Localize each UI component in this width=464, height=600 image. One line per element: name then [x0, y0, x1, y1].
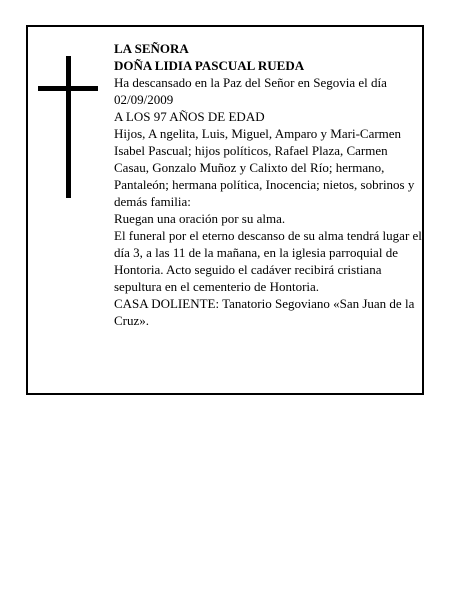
family-list: Hijos, A ngelita, Luis, Miguel, Amparo y Mari-Carmen Isabel Pascual; hijos políticos, Rafael Plaza, Carmen Casau, Gonzalo Muñoz y Calixto del Río; hermano, Pantaleón; hermana política, Inocencia; nietos, sobrinos y demás familia: [114, 126, 415, 209]
rest-statement: Ha descansado en la Paz del Señor en Segovia el día 02/09/2009 [114, 75, 387, 107]
prayer-request: Ruegan una oración por su alma. [114, 211, 286, 226]
funeral-details: El funeral por el eterno descanso de su alma tendrá lugar el día 3, a las 11 de la mañana, en la iglesia parroquial de Hontoria. Acto seguido el cadáver recibirá cristiana sepultura en el cementerio de Hontoria. [114, 228, 422, 294]
title-honorific: LA SEÑORA [114, 41, 189, 56]
casa-doliente: CASA DOLIENTE: Tanatorio Segoviano «San Juan de la Cruz». [114, 296, 415, 328]
notice-text [114, 40, 424, 329]
cross-icon [38, 56, 98, 198]
deceased-name: DOÑA LIDIA PASCUAL RUEDA [114, 58, 305, 73]
cross-horizontal-bar [38, 86, 98, 91]
cross-vertical-bar [66, 56, 71, 198]
obituary-notice [26, 25, 424, 395]
age-statement: A LOS 97 AÑOS DE EDAD [114, 109, 265, 124]
